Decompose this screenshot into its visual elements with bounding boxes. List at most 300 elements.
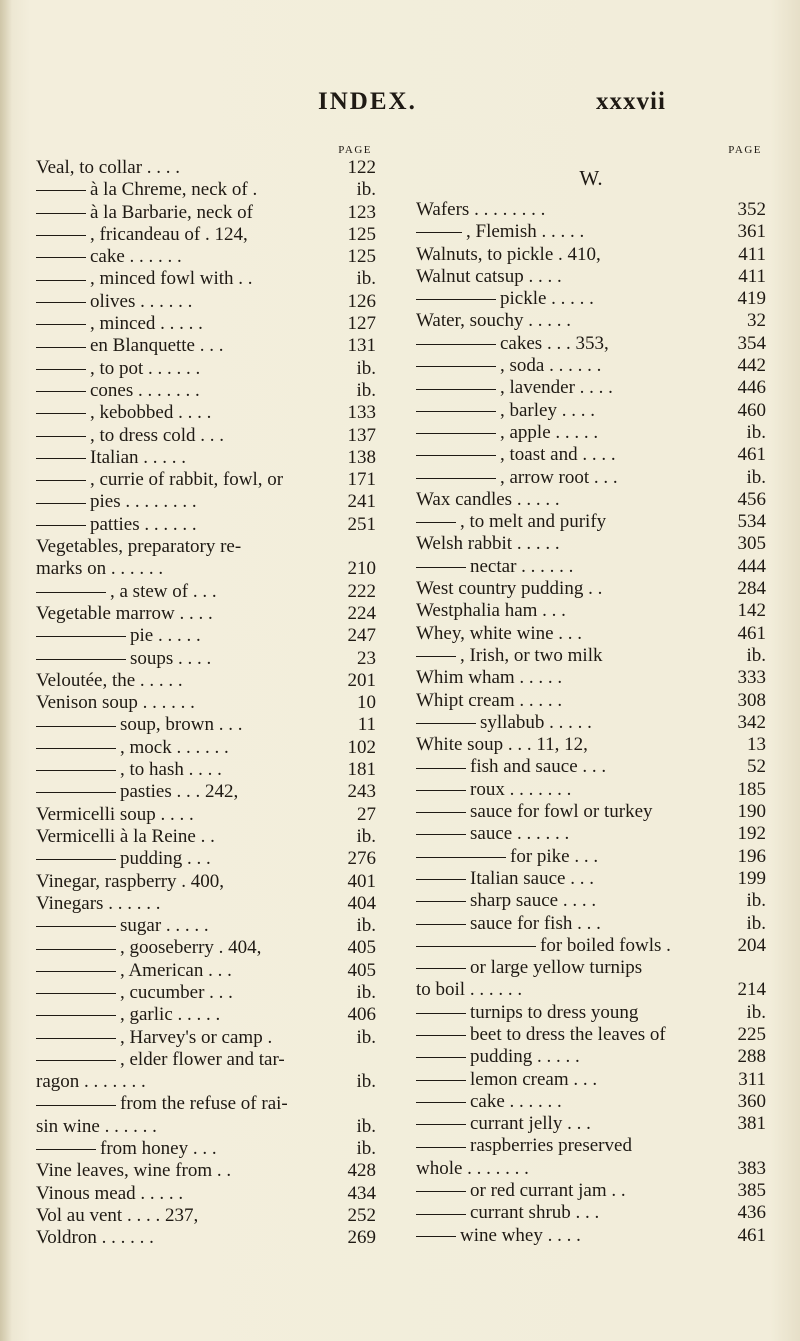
- entry-label: sauce for fowl or turkey: [470, 801, 653, 823]
- entry-page-number: 243: [347, 781, 376, 803]
- index-entry: [36, 1093, 376, 1115]
- entry-text: [36, 157, 180, 178]
- entry-text: [36, 1160, 231, 1181]
- index-entry: [36, 937, 376, 959]
- entry-page-number: 27: [357, 803, 376, 825]
- index-entry: [416, 422, 766, 444]
- entry-page-number: 196: [737, 845, 766, 867]
- entry-page-number: ib.: [746, 466, 766, 488]
- entry-text: [416, 846, 598, 867]
- entry-label: , minced . . . . .: [90, 313, 203, 335]
- entry-page-number: 405: [347, 937, 376, 959]
- entry-label: Wax candles . . . . .: [416, 488, 560, 510]
- entry-label: , gooseberry . 404,: [120, 937, 262, 959]
- ditto-rule: [36, 1105, 116, 1106]
- ditto-rule: [416, 299, 496, 300]
- entry-page-number: 142: [737, 600, 766, 622]
- right-entry-list: [416, 199, 766, 1247]
- entry-page-number: 288: [737, 1046, 766, 1068]
- entry-page-number: 401: [347, 870, 376, 892]
- page-number: xxxvii: [596, 88, 666, 115]
- index-entry: [416, 377, 766, 399]
- ditto-rule: [36, 748, 116, 749]
- index-entry: [416, 1091, 766, 1113]
- entry-page-number: 352: [737, 199, 766, 220]
- index-entry: [36, 157, 376, 179]
- entry-label: , minced fowl with . .: [90, 268, 253, 290]
- entry-text: [36, 581, 217, 602]
- index-entry: [416, 623, 766, 645]
- entry-label: , Irish, or two milk: [460, 644, 603, 666]
- entry-page-number: 252: [347, 1204, 376, 1226]
- index-entry: [36, 848, 376, 870]
- entry-page-number: 461: [737, 622, 766, 644]
- index-entry: [416, 734, 766, 756]
- entry-text: [416, 957, 642, 978]
- entry-text: [36, 737, 229, 758]
- entry-page-number: 201: [347, 669, 376, 691]
- index-entry: [36, 447, 376, 469]
- entry-page-number: 126: [347, 290, 376, 312]
- ditto-rule: [36, 190, 86, 191]
- entry-label: sauce for fish . . .: [470, 912, 601, 934]
- entry-text: [416, 979, 522, 1000]
- entry-text: [36, 960, 232, 981]
- entry-page-number: ib.: [356, 981, 376, 1003]
- ditto-rule: [36, 436, 86, 437]
- index-entry: [36, 1004, 376, 1026]
- entry-text: [416, 734, 588, 755]
- entry-label: , a stew of . . .: [110, 580, 217, 602]
- ditto-rule: [416, 567, 466, 568]
- index-entry: [416, 1113, 766, 1135]
- index-entry: [36, 714, 376, 736]
- entry-label: cones . . . . . . .: [90, 379, 200, 401]
- entry-label: syllabub . . . . .: [480, 711, 592, 733]
- index-entry: [416, 221, 766, 243]
- entry-page-number: 181: [347, 759, 376, 781]
- ditto-rule: [36, 369, 86, 370]
- entry-label: marks on . . . . . .: [36, 558, 164, 580]
- index-entry: [416, 1046, 766, 1068]
- entry-text: [36, 871, 224, 892]
- entry-label: Vegetables, preparatory re-: [36, 536, 242, 558]
- entry-text: [36, 804, 194, 825]
- entry-label: Westphalia ham . . .: [416, 600, 566, 622]
- entry-text: [36, 1138, 217, 1159]
- entry-page-number: 342: [737, 711, 766, 733]
- entry-text: [36, 1205, 198, 1226]
- entry-text: [36, 358, 200, 379]
- index-entry: [416, 578, 766, 600]
- entry-text: [416, 623, 582, 644]
- entry-text: [416, 1069, 597, 1090]
- ditto-rule: [36, 280, 86, 281]
- entry-text: [36, 402, 211, 423]
- entry-text: [416, 556, 573, 577]
- entry-label: à la Chreme, neck of .: [90, 179, 258, 201]
- index-entry: [416, 979, 766, 1001]
- entry-label: Welsh rabbit . . . . .: [416, 533, 560, 555]
- entry-label: sin wine . . . . . .: [36, 1115, 157, 1137]
- entry-page-number: 434: [347, 1182, 376, 1204]
- entry-label: Italian . . . . .: [90, 446, 187, 468]
- entry-page-number: ib.: [746, 421, 766, 443]
- entry-text: [416, 779, 571, 800]
- entry-label: from honey . . .: [100, 1138, 217, 1160]
- entry-page-number: 133: [347, 402, 376, 424]
- entry-label: , fricandeau of . 124,: [90, 223, 248, 245]
- entry-page-number: 361: [737, 221, 766, 243]
- entry-page-number: 456: [737, 488, 766, 510]
- entry-page-number: 419: [737, 288, 766, 310]
- entry-text: [416, 1091, 562, 1112]
- entry-text: [36, 425, 224, 446]
- index-entry: [36, 246, 376, 268]
- index-entry: [36, 759, 376, 781]
- entry-text: [416, 400, 595, 421]
- entry-text: [416, 355, 601, 376]
- index-entry: [36, 581, 376, 603]
- entry-page-number: ib.: [356, 268, 376, 290]
- index-entry: [36, 781, 376, 803]
- entry-text: [36, 380, 200, 401]
- left-column: [36, 143, 376, 1250]
- index-entry: [416, 1202, 766, 1224]
- entry-text: [416, 221, 584, 242]
- ditto-rule: [36, 770, 116, 771]
- index-entry: [416, 645, 766, 667]
- entry-page-number: ib.: [356, 915, 376, 937]
- index-entry: [36, 536, 376, 558]
- entry-label: for pike . . .: [510, 845, 599, 867]
- entry-label: Wafers . . . . . . . .: [416, 199, 546, 220]
- entry-page-number: 138: [347, 446, 376, 468]
- index-entry: [36, 960, 376, 982]
- entry-page-number: 199: [737, 867, 766, 889]
- entry-page-number: 247: [347, 625, 376, 647]
- ditto-rule: [36, 859, 116, 860]
- entry-page-number: 32: [747, 310, 766, 332]
- index-entry: [416, 1135, 766, 1157]
- entry-page-number: 222: [347, 580, 376, 602]
- index-entry: [36, 425, 376, 447]
- entry-label: à la Barbarie, neck of: [90, 201, 253, 223]
- entry-page-number: ib.: [746, 1001, 766, 1023]
- index-entry: [36, 469, 376, 491]
- entry-page-number: ib.: [356, 825, 376, 847]
- entry-page-number: 534: [737, 511, 766, 533]
- entry-page-number: 190: [737, 801, 766, 823]
- ditto-rule: [416, 344, 496, 345]
- entry-page-number: 428: [347, 1160, 376, 1182]
- entry-page-number: 125: [347, 246, 376, 268]
- index-entry: [36, 648, 376, 670]
- entry-label: beet to dress the leaves of: [470, 1023, 666, 1045]
- index-entry: [36, 313, 376, 335]
- index-entry: [416, 846, 766, 868]
- entry-label: , barley . . . .: [500, 399, 595, 421]
- entry-label: , cucumber . . .: [120, 981, 233, 1003]
- entry-page-number: 171: [347, 469, 376, 491]
- entry-text: [36, 268, 253, 289]
- entry-text: [416, 288, 594, 309]
- entry-label: raspberries preserved: [470, 1135, 632, 1157]
- entry-label: currant shrub . . .: [470, 1202, 600, 1224]
- entry-text: [416, 1024, 666, 1045]
- index-entry: [416, 1002, 766, 1024]
- entry-page-number: 411: [738, 243, 766, 265]
- entry-label: cake . . . . . .: [90, 246, 182, 268]
- entry-label: cakes . . . 353,: [500, 332, 609, 354]
- ditto-rule: [416, 1236, 456, 1237]
- entry-page-number: 52: [747, 756, 766, 778]
- entry-text: [416, 890, 596, 911]
- right-column: [416, 143, 766, 1247]
- entry-label: Vol au vent . . . . 237,: [36, 1204, 199, 1226]
- entry-page-number: 204: [737, 934, 766, 956]
- entry-label: Veloutée, the . . . . .: [36, 669, 183, 691]
- entry-label: , to melt and purify: [460, 511, 607, 533]
- entry-page-number: 404: [347, 892, 376, 914]
- entry-page-number: 308: [737, 689, 766, 711]
- entry-page-number: 383: [737, 1157, 766, 1179]
- entry-page-number: 241: [347, 491, 376, 513]
- index-entry: [416, 533, 766, 555]
- index-entry: [36, 826, 376, 848]
- ditto-rule: [416, 946, 536, 947]
- entry-label: from the refuse of rai-: [120, 1093, 288, 1115]
- ditto-rule: [36, 235, 86, 236]
- entry-page-number: 311: [738, 1068, 766, 1090]
- entry-text: [36, 246, 182, 267]
- ditto-rule: [416, 1035, 466, 1036]
- entry-text: [416, 667, 562, 688]
- index-entry: [36, 335, 376, 357]
- entry-page-number: 210: [347, 558, 376, 580]
- entry-page-number: 333: [737, 667, 766, 689]
- ditto-rule: [416, 389, 496, 390]
- entry-text: [416, 1225, 581, 1246]
- entry-page-number: ib.: [356, 379, 376, 401]
- entry-text: [36, 893, 160, 914]
- entry-text: [416, 1113, 591, 1134]
- entry-page-number: ib.: [746, 912, 766, 934]
- entry-text: [416, 690, 562, 711]
- entry-label: , soda . . . . . .: [500, 355, 602, 377]
- index-entry: [36, 1071, 376, 1093]
- entry-label: pasties . . . 242,: [120, 781, 239, 803]
- ditto-rule: [416, 901, 466, 902]
- entry-page-number: 354: [737, 332, 766, 354]
- entry-label: nectar . . . . . .: [470, 555, 574, 577]
- ditto-rule: [416, 879, 466, 880]
- index-entry: [36, 804, 376, 826]
- entry-page-number: ib.: [356, 1115, 376, 1137]
- entry-page-number: 224: [347, 602, 376, 624]
- index-entry: [416, 890, 766, 912]
- entry-page-number: 251: [347, 513, 376, 535]
- entry-text: [416, 578, 602, 599]
- entry-label: soup, brown . . .: [120, 714, 243, 736]
- entry-label: Water, souchy . . . . .: [416, 310, 571, 332]
- entry-page-number: 122: [347, 157, 376, 178]
- entry-label: turnips to dress young: [470, 1001, 639, 1023]
- left-entry-list: [36, 157, 376, 1250]
- index-entry: [416, 467, 766, 489]
- entry-label: Vegetable marrow . . . .: [36, 602, 213, 624]
- entry-text: [416, 422, 598, 443]
- ditto-rule: [36, 993, 116, 994]
- entry-text: [36, 202, 253, 223]
- index-entry: [416, 756, 766, 778]
- index-entry: [416, 1225, 766, 1247]
- entry-label: to boil . . . . . .: [416, 979, 523, 1001]
- index-entry: [36, 558, 376, 580]
- entry-label: ragon . . . . . . .: [36, 1071, 146, 1093]
- index-entry: [416, 1180, 766, 1202]
- entry-page-number: 11: [357, 714, 376, 736]
- ditto-rule: [36, 592, 106, 593]
- entry-text: [36, 179, 257, 200]
- entry-page-number: 460: [737, 399, 766, 421]
- index-entry: [416, 288, 766, 310]
- entry-text: [36, 1093, 288, 1114]
- entry-text: [416, 645, 603, 666]
- entry-text: [416, 310, 571, 331]
- index-entry: [36, 491, 376, 513]
- index-entry: [416, 690, 766, 712]
- entry-label: fish and sauce . . .: [470, 756, 607, 778]
- entry-page-number: ib.: [356, 179, 376, 201]
- index-entry: [416, 1069, 766, 1091]
- entry-label: cake . . . . . .: [470, 1090, 562, 1112]
- index-entry: [416, 957, 766, 979]
- running-title: INDEX.: [318, 88, 417, 115]
- index-entry: [36, 670, 376, 692]
- entry-page-number: ib.: [356, 1071, 376, 1093]
- entry-text: [416, 333, 609, 354]
- entry-text: [36, 514, 197, 535]
- entry-label: Walnut catsup . . . .: [416, 265, 562, 287]
- ditto-rule: [36, 726, 116, 727]
- entry-label: currant jelly . . .: [470, 1113, 591, 1135]
- entry-text: [36, 714, 242, 735]
- entry-label: Whey, white wine . . .: [416, 622, 583, 644]
- ditto-rule: [416, 924, 466, 925]
- entry-label: pies . . . . . . . .: [90, 491, 197, 513]
- entry-label: pickle . . . . .: [500, 288, 594, 310]
- ditto-rule: [416, 790, 466, 791]
- index-entry: [416, 266, 766, 288]
- entry-label: olives . . . . . .: [90, 290, 193, 312]
- entry-page-number: 13: [747, 734, 766, 756]
- index-entry: [416, 244, 766, 266]
- page-edge-shadow: [0, 0, 12, 1341]
- entry-label: Whipt cream . . . . .: [416, 689, 563, 711]
- entry-text: [416, 377, 613, 398]
- entry-label: , American . . .: [120, 959, 232, 981]
- entry-page-number: 10: [357, 692, 376, 714]
- index-entry: [36, 1049, 376, 1071]
- entry-label: patties . . . . . .: [90, 513, 197, 535]
- entry-label: Vinous mead . . . . .: [36, 1182, 184, 1204]
- index-entry: [36, 1116, 376, 1138]
- page-header: [0, 88, 800, 122]
- entry-page-number: 461: [737, 1224, 766, 1246]
- ditto-rule: [36, 347, 86, 348]
- entry-text: [416, 868, 594, 889]
- index-entry: [416, 712, 766, 734]
- entry-label: Italian sauce . . .: [470, 867, 594, 889]
- index-entry: [36, 358, 376, 380]
- ditto-rule: [416, 1191, 466, 1192]
- entry-page-number: 305: [737, 533, 766, 555]
- entry-page-number: 137: [347, 424, 376, 446]
- entry-label: Vinegars . . . . . .: [36, 892, 161, 914]
- ditto-rule: [416, 1080, 466, 1081]
- entry-label: West country pudding . .: [416, 578, 603, 600]
- entry-page-number: 269: [347, 1227, 376, 1249]
- entry-text: [36, 937, 261, 958]
- entry-text: [36, 1116, 157, 1137]
- entry-label: , lavender . . . .: [500, 377, 613, 399]
- index-entry: [36, 737, 376, 759]
- entry-page-number: 185: [737, 778, 766, 800]
- entry-text: [36, 826, 215, 847]
- entry-label: Voldron . . . . . .: [36, 1227, 154, 1249]
- entry-label: en Blanquette . . .: [90, 335, 224, 357]
- ditto-rule: [416, 455, 496, 456]
- entry-page-number: 446: [737, 377, 766, 399]
- entry-text: [36, 759, 222, 780]
- entry-text: [416, 489, 560, 510]
- index-entry: [36, 982, 376, 1004]
- entry-page-number: 444: [737, 555, 766, 577]
- entry-page-number: 360: [737, 1090, 766, 1112]
- ditto-rule: [36, 213, 86, 214]
- entry-page-number: 276: [347, 848, 376, 870]
- entry-text: [36, 1049, 285, 1070]
- entry-text: [36, 491, 197, 512]
- entry-text: [36, 536, 241, 557]
- entry-label: whole . . . . . . .: [416, 1157, 529, 1179]
- index-entry: [36, 291, 376, 313]
- ditto-rule: [416, 1102, 466, 1103]
- entry-label: Veal, to collar . . . .: [36, 157, 181, 178]
- index-entry: [416, 801, 766, 823]
- entry-page-number: ib.: [356, 1138, 376, 1160]
- ditto-rule: [36, 324, 86, 325]
- ditto-rule: [36, 302, 86, 303]
- ditto-rule: [36, 949, 116, 950]
- index-entry: [416, 1024, 766, 1046]
- index-entry: [36, 871, 376, 893]
- index-entry: [36, 1027, 376, 1049]
- entry-page-number: 131: [347, 335, 376, 357]
- entry-text: [416, 1158, 529, 1179]
- ditto-rule: [36, 1038, 116, 1039]
- entry-page-number: 23: [357, 647, 376, 669]
- index-entry: [416, 199, 766, 221]
- page-column-label: PAGE: [728, 144, 762, 156]
- entry-page-number: 381: [737, 1113, 766, 1135]
- ditto-rule: [36, 971, 116, 972]
- ditto-rule: [416, 1057, 466, 1058]
- entry-text: [416, 266, 562, 287]
- entry-text: [416, 1135, 632, 1156]
- index-entry: [416, 600, 766, 622]
